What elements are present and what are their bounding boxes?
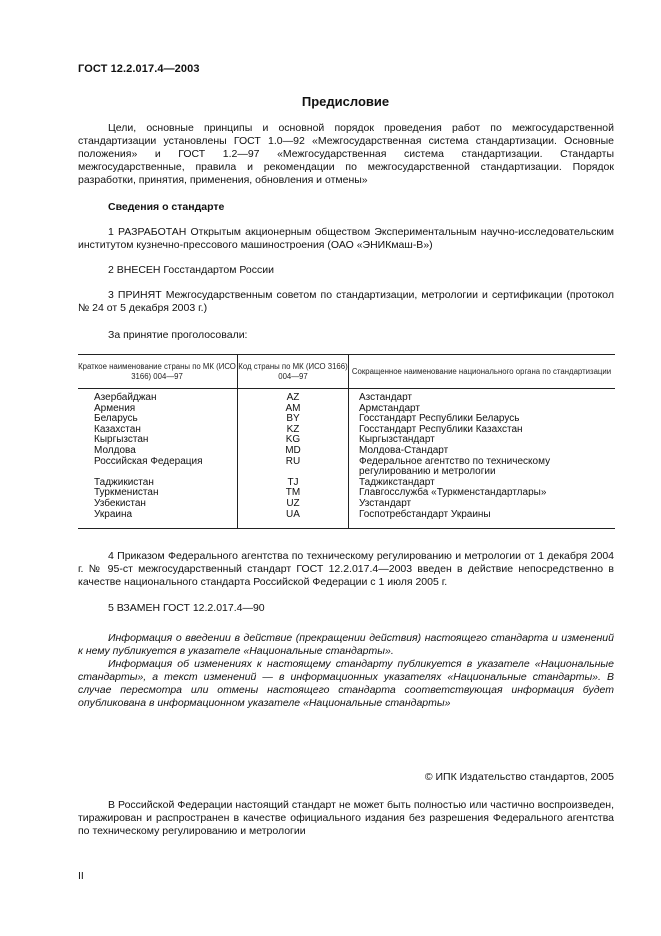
table-cell-code: UA: [286, 508, 300, 520]
table-cell-code: TM: [285, 487, 301, 499]
code-column: [238, 393, 348, 520]
header-code: Код страны по МК (ИСО 3166) 004—97: [237, 355, 349, 388]
intro-text: Цели, основные принципы и основной порядок проведения работ по межгосударственной стандартизации установлены ГОСТ 1.0—92 «Межгосударственная система стандартизации. Основные положения» и ГОСТ 1.2—97 «Межгосударственная система стандартизации. Стандарты межгосударственные, правила и рекомендации по межгосударственной стандартизации. Порядок разработки, принятия, применения, обновления и отмены»: [78, 122, 614, 186]
table-cell-body: Госстандарт Республики Беларусь: [359, 413, 520, 425]
table-cell-country: Таджикистан: [94, 476, 154, 488]
page-title: Предисловие: [301, 94, 390, 109]
table-cell-body: Таджикстандарт: [359, 476, 435, 488]
table-cell-body: Узстандарт: [359, 497, 412, 509]
table-cell-country: Российская Федерация: [94, 455, 203, 467]
table-cell-code: MD: [285, 444, 301, 456]
table-cell-body: Азстандарт: [359, 392, 413, 403]
table-cell-body: Госпотребстандарт Украины: [359, 508, 491, 520]
table-cell-country: Азербайджан: [94, 392, 157, 403]
table-cell-country: Казахстан: [94, 423, 141, 435]
table-cell-code: KZ: [286, 423, 300, 435]
table-cell-body: Молдова-Стандарт: [359, 444, 449, 456]
table-cell-country: Молдова: [94, 444, 136, 456]
section-heading: Сведения о стандарте: [108, 201, 225, 213]
item-2: 2 ВНЕСЕН Госстандартом России: [108, 264, 274, 276]
country-column: [94, 393, 234, 520]
table-cell-country: Беларусь: [94, 413, 138, 425]
table-cell-body: Федеральное агентство по техническому регулированию и метрологии: [359, 455, 551, 478]
table-header: [78, 355, 615, 389]
table-cell-body: Главгосслужба «Туркменстандартлары»: [359, 487, 547, 499]
table-cell-country: Украина: [94, 508, 133, 520]
header-country: Краткое наименование страны по МК (ИСО 3166) 004—97: [78, 361, 236, 381]
body-column: [359, 393, 613, 520]
item-5: 5 ВЗАМЕН ГОСТ 12.2.017.4—90: [108, 602, 265, 614]
table-cell-code: AM: [285, 402, 301, 414]
table-cell-body: Кыргызстандарт: [359, 434, 435, 446]
table-cell-country: Туркменистан: [94, 487, 159, 499]
table-cell-code: TJ: [287, 476, 299, 488]
reproduction-notice: В Российской Федерации настоящий стандарт не может быть полностью или частично воспроизведен, тиражирован и распространен в качестве официального издания без разрешения Федерального агентства по техническому регулированию и метрологии: [78, 799, 614, 837]
page-number: II: [78, 870, 84, 882]
table-cell-code: AZ: [286, 392, 300, 403]
table-cell-body: Армстандарт: [359, 402, 420, 414]
table-cell-code: RU: [285, 455, 301, 467]
table-cell-code: BY: [286, 413, 300, 425]
column-divider: [348, 388, 349, 528]
item-3: 3 ПРИНЯТ Межгосударственным советом по стандартизации, метрологии и сертификации (протокол № 24 от 5 декабря 2003 г.): [78, 289, 614, 314]
copyright-line: © ИПК Издательство стандартов, 2005: [424, 771, 614, 783]
voting-table: [78, 354, 615, 529]
table-cell-body: Госстандарт Республики Казахстан: [359, 423, 523, 435]
item-1: 1 РАЗРАБОТАН Открытым акционерным обществом Экспериментальным научно-исследовательским институтом кузнечно-прессового машиностроения (ОАО «ЭНИКмаш-В»): [78, 226, 614, 251]
info-paragraph-1: Информация о введении в действие (прекращении действия) настоящего стандарта и изменений к нему публикуется в указателе «Национальные стандарты».: [78, 632, 614, 657]
intro-paragraph: [78, 122, 614, 187]
table-cell-country: Армения: [94, 402, 136, 414]
table-cell-country: Кыргызстан: [94, 434, 149, 446]
table-cell-code: UZ: [286, 497, 300, 509]
header-body: Сокращенное наименование национального органа по стандартизации: [351, 366, 612, 376]
info-paragraph-2: Информация об изменениях к настоящему стандарту публикуется в указателе «Национальные стандарты», а текст изменений — в информационных указателях «Национальные стандарты». В случае пересмотра или отмены настоящего стандарта соответствующая информация будет опубликована в информационном указателе «Национальные стандарты»: [78, 658, 614, 709]
table-cell-country: Узбекистан: [94, 497, 146, 509]
document-code-header: ГОСТ 12.2.017.4—2003: [78, 63, 200, 75]
table-cell-code: KG: [285, 434, 301, 446]
item-4: 4 Приказом Федерального агентства по техническому регулированию и метрологии от 1 декабря 2004 г. № 95-ст межгосударственный стандарт ГОСТ 12.2.017.4—2003 введен в действие непосредственно в качестве национального стандарта Российской Федерации с 1 июля 2005 г.: [78, 550, 614, 588]
voted-label: За принятие проголосовали:: [108, 329, 248, 341]
